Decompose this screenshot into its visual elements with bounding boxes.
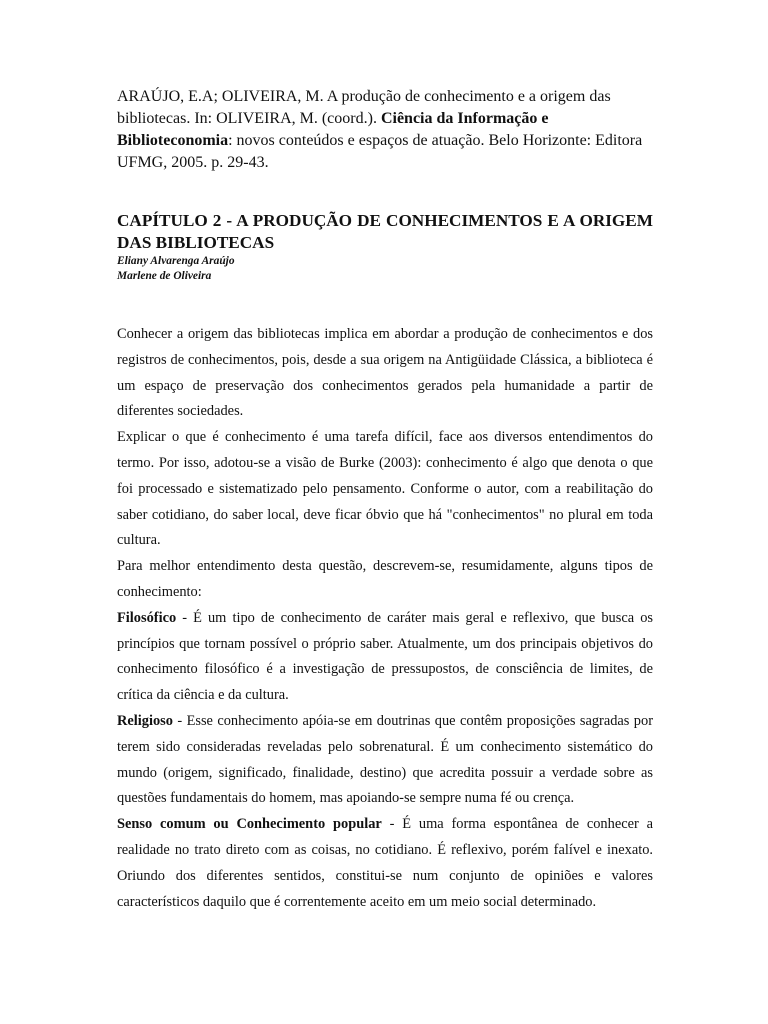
knowledge-type-term: Senso comum ou Conhecimento popular	[117, 816, 382, 833]
bibliographic-citation	[117, 86, 653, 174]
citation-text: ARAÚJO, E.A; OLIVEIRA, M. A produção de conhecimento e a origem das bibliotecas. In: OLIVEIRA, M. (coord.).	[117, 88, 611, 127]
knowledge-type-term: Filosófico	[117, 609, 177, 626]
knowledge-type-term: Religioso	[117, 712, 173, 729]
citation-book-title: Ciência da Informação e Biblioteconomia	[117, 110, 549, 149]
knowledge-type-paragraph	[117, 606, 653, 709]
document-page	[117, 86, 653, 915]
knowledge-type-paragraph	[117, 709, 653, 812]
citation-text-end: : novos conteúdos e espaços de atuação. Belo Horizonte: Editora UFMG, 2005. p. 29-43.	[117, 132, 643, 171]
knowledge-type-description: - É uma forma espontânea de conhecer a realidade no trato direto com as coisas, no cotidiano. É reflexivo, porém falível e inexato. Oriundo dos diferentes sentidos, constitui-se num conjunto de opiniões e valores característicos daquilo que é correntemente aceito em um meio social determinado.	[117, 816, 653, 910]
author-name: Marlene de Oliveira	[117, 270, 212, 282]
knowledge-type-description: - É um tipo de conhecimento de caráter mais geral e reflexivo, que busca os princípios que tornam possível o próprio saber. Atualmente, um dos principais objetivos do conhecimento filosófico é a investigação de pressupostos, de consciência de limites, de crítica da ciência e da cultura.	[117, 609, 653, 704]
body-paragraph: Conhecer a origem das bibliotecas implica em abordar a produção de conhecimentos e dos registros de conhecimentos, pois, desde a sua origem na Antigüidade Clássica, a biblioteca é um espaço de preservação dos conhecimentos gerados pela humanidade a partir de diferentes sociedades.	[117, 326, 653, 420]
author-name: Eliany Alvarenga Araújo	[117, 255, 235, 267]
chapter-body	[117, 322, 653, 915]
body-paragraph: Para melhor entendimento desta questão, descrevem-se, resumidamente, alguns tipos de conhecimento:	[117, 558, 653, 600]
chapter-title: CAPÍTULO 2 - A PRODUÇÃO DE CONHECIMENTOS E A ORIGEM DAS BIBLIOTECAS	[117, 211, 653, 252]
knowledge-type-description: - Esse conhecimento apóia-se em doutrinas que contêm proposições sagradas por terem sido consideradas reveladas pelo sobrenatural. É um conhecimento sistemático do mundo (origem, significado, finalidade, destino) que acredita possuir a verdade sobre as questões fundamentais do homem, mas apoiando-se sempre numa fé ou crença.	[117, 712, 653, 807]
knowledge-type-paragraph	[117, 812, 653, 915]
body-paragraph: Explicar o que é conhecimento é uma tarefa difícil, face aos diversos entendimentos do termo. Por isso, adotou-se a visão de Burke (2003): conhecimento é algo que denota o que foi processado e sistematizado pelo pensamento. Conforme o autor, com a reabilitação do saber cotidiano, do saber local, deve ficar óbvio que há "conhecimentos" no plural em toda cultura.	[117, 429, 653, 549]
